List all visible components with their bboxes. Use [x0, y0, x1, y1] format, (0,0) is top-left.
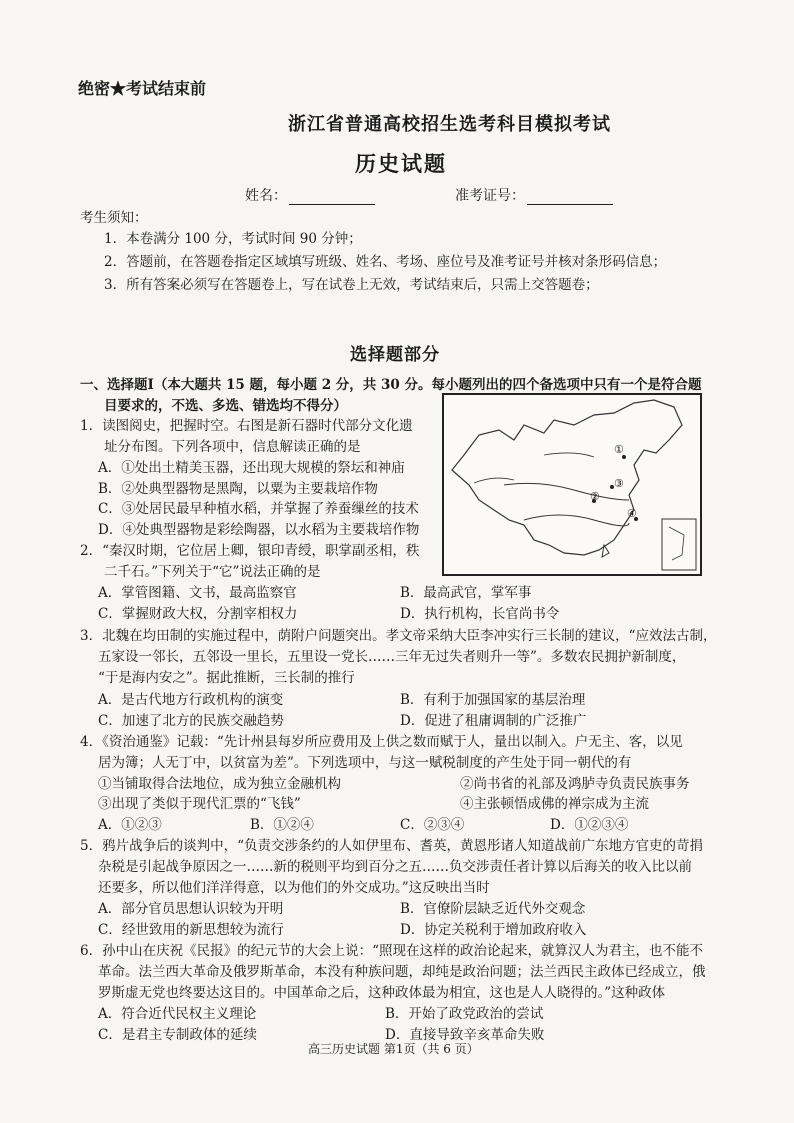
q5-stem: 杂税是引起战争原因之一……新的税则平均到百分之五……负交涉责任者计算以后海关的收入比以前	[98, 859, 692, 875]
name-field	[245, 185, 375, 205]
q5-stem: 5．鸦片战争后的谈判中，“负责交涉条约的人如伊里布、耆英，黄恩彤诸人知道战前广东地方官吏的苛捐	[80, 838, 703, 854]
id-blank	[527, 190, 613, 205]
subject-title: 历史试题	[355, 151, 447, 176]
q6-option-a: A．符合近代民权主义理论	[98, 1006, 257, 1022]
q4-option-c: C．②③④	[400, 817, 465, 833]
notice-title: 考生须知：	[80, 210, 148, 226]
q4-option-d: D．①②③④	[550, 817, 629, 833]
q4-statement-4: ④主张顿悟成佛的禅宗成为主流	[460, 796, 649, 812]
secret-label: 绝密★考试结束前	[78, 79, 207, 98]
q5-stem: 还要多，所以他们洋洋得意，以为他们的外交成功。”这反映出当时	[98, 880, 490, 896]
part1-instruction: 一、选择题Ⅰ（本大题共 15 题，每小题 2 分，共 30 分。每小题列出的四个备选项中只有一个是符合题	[80, 377, 702, 393]
map-marker-1: ①	[614, 443, 624, 456]
id-field	[455, 185, 613, 205]
q1-stem: 址分布图。下列各项中，信息解读正确的是	[104, 439, 361, 455]
q5-option-c: C．经世致用的新思想较为流行	[98, 922, 284, 938]
q3-stem: “于是海内安之”。据此推断，三长制的推行	[98, 670, 355, 686]
map-marker-2: ②	[590, 490, 600, 503]
page-footer: 高三历史试题 第1页（共 6 页）	[308, 1042, 479, 1056]
q6-stem: 6．孙中山在庆祝《民报》的纪元节的大会上说：“照现在这样的政治论起来，就算汉人为君主，也不能不	[80, 943, 703, 959]
section-title: 选择题部分	[350, 345, 440, 365]
q2-stem: 2．“秦汉时期，它位居上卿，银印青绶，职掌副丞相，秩	[80, 543, 420, 559]
q5-option-a: A．部分官员思想认识较为开明	[98, 901, 284, 917]
q4-stem: 居为簿；人无丁中，以贫富为差”。下列选项中，与这一赋税制度的产生处于同一朝代的有	[98, 755, 632, 771]
q6-option-d: D．直接导致辛亥革命失败	[385, 1027, 545, 1043]
q2-stem: 二千石。”下列关于“它”说法正确的是	[104, 564, 321, 580]
q1-option-b: B．②处典型器物是黑陶，以粟为主要栽培作物	[98, 481, 378, 497]
q2-option-b: B．最高武官，掌军事	[400, 585, 532, 601]
q1-option-c: C．③处居民最早种植水稻，并掌握了养蚕缫丝的技术	[98, 501, 419, 517]
part1-instruction-cont: 目要求的，不选、多选、错选均不得分）	[104, 398, 347, 414]
q3-stem: 3．北魏在均田制的实施过程中，荫附户问题突出。孝文帝采纳大臣李冲实行三长制的建议，“应效法古制，	[80, 628, 717, 644]
q2-option-a: A．掌管图籍、文书，最高监察官	[98, 585, 297, 601]
name-blank	[289, 190, 375, 205]
q2-option-c: C．掌握财政大权，分割宰相权力	[98, 606, 298, 622]
id-label: 准考证号：	[455, 188, 525, 204]
q6-stem: 革命。法兰西大革命及俄罗斯革命，本没有种族问题，却纯是政治问题；法兰西民主政体已经成立，俄	[98, 964, 706, 980]
q6-option-c: C．是君主专制政体的延续	[98, 1027, 257, 1043]
q4-statement-2: ②尚书省的礼部及鸿胪寺负责民族事务	[460, 776, 690, 792]
notice-item: 1．本卷满分 100 分，考试时间 90 分钟；	[104, 231, 362, 247]
q1-stem: 1．读图阅史，把握时空。右图是新石器时代部分文化遗	[80, 418, 413, 434]
q5-option-d: D．协定关税利于增加政府收入	[400, 922, 587, 938]
q1-option-d: D．④处典型器物是彩绘陶器，以水稻为主要栽培作物	[98, 522, 420, 538]
q2-option-d: D．执行机构，长官尚书令	[400, 606, 560, 622]
q4-option-a: A．①②③	[98, 817, 162, 833]
q3-stem: 五家设一邻长，五邻设一里长，五里设一党长……三年无过失者则升一等”。多数农民拥护新制度，	[98, 649, 686, 665]
q6-option-b: B．开始了政党政治的尝试	[385, 1006, 544, 1022]
q1-option-a: A．①处出土精美玉器，还出现大规模的祭坛和神庙	[98, 460, 405, 476]
q3-option-a: A．是古代地方行政机构的演变	[98, 692, 284, 708]
notice-item: 2．答题前，在答题卷指定区域填写班级、姓名、考场、座位号及准考证号并核对条形码信息；	[104, 254, 667, 270]
q3-option-d: D．促进了租庸调制的广泛推广	[400, 713, 587, 729]
q4-stem: 4．《资治通鉴》记载：“先计州县每岁所应费用及上供之数而赋于人，量出以制入。户无主、客，以见	[80, 734, 683, 750]
name-label: 姓名：	[245, 188, 287, 204]
q3-option-c: C．加速了北方的民族交融趋势	[98, 713, 284, 729]
q4-option-b: B．①②④	[250, 817, 314, 833]
q5-option-b: B．官僚阶层缺乏近代外交观念	[400, 901, 586, 917]
map-marker-4: ④	[627, 507, 637, 520]
q4-statement-1: ①当铺取得合法地位，成为独立金融机构	[98, 776, 341, 792]
exam-title: 浙江省普通高校招生选考科目模拟考试	[288, 114, 611, 135]
q4-statement-3: ③出现了类似于现代汇票的“飞钱”	[98, 796, 301, 812]
notice-item: 3．所有答案必须写在答题卷上，写在试卷上无效，考试结束后，只需上交答题卷；	[104, 277, 599, 293]
q3-option-b: B．有利于加强国家的基层治理	[400, 692, 586, 708]
q6-stem: 罗斯虚无党也终要达这目的。中国革命之后，这种政体最为相宜，这也是人人晓得的。”这种政体	[98, 985, 666, 1001]
neolithic-culture-map	[442, 393, 702, 576]
map-marker-3: ③	[614, 477, 624, 490]
